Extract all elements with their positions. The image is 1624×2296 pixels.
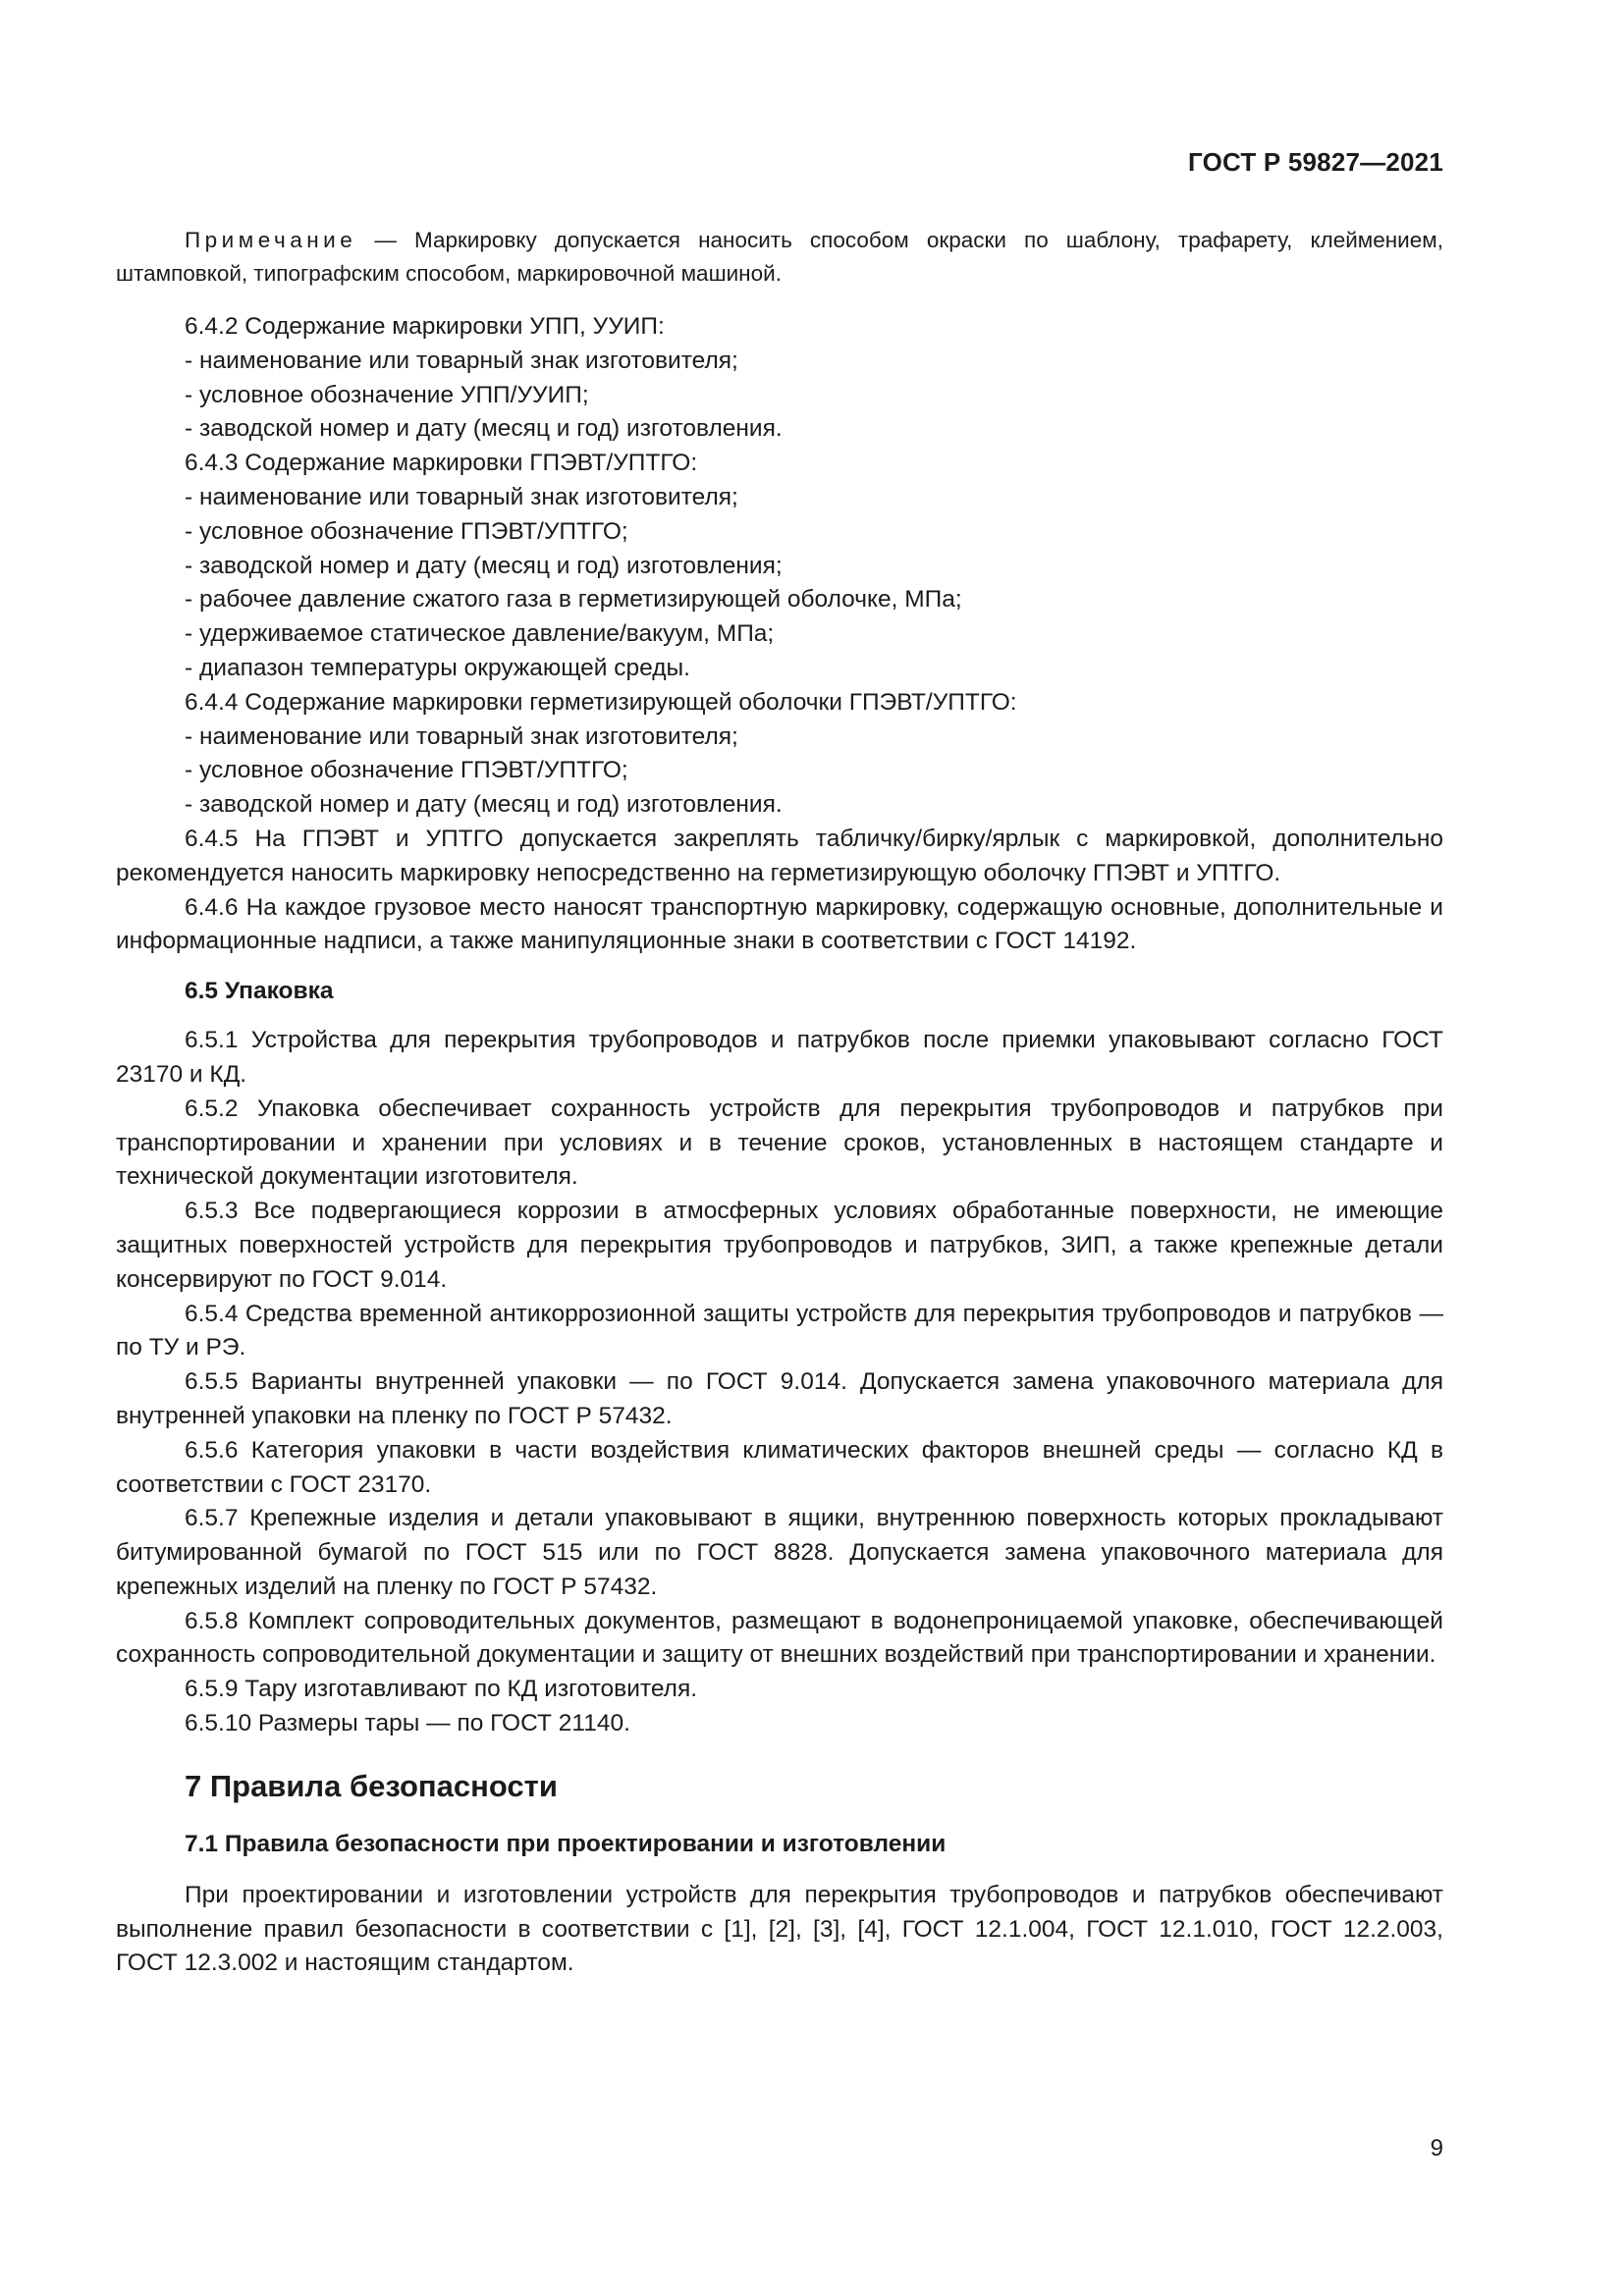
marking-paragraphs	[116, 310, 1443, 959]
list-item: - наименование или товарный знак изготовителя;	[185, 483, 738, 510]
page-content	[116, 224, 1443, 1981]
paragraph: 6.4.2 Содержание маркировки УПП, УУИП:	[185, 313, 665, 340]
list-item: - заводской номер и дату (месяц и год) изготовления;	[185, 552, 783, 579]
paragraph: 6.4.4 Содержание маркировки герметизирующей оболочки ГПЭВТ/УПТГО:	[185, 688, 1017, 716]
paragraph: 6.5.10 Размеры тары — по ГОСТ 21140.	[185, 1710, 630, 1737]
section-6-5-title: 6.5 Упаковка	[185, 978, 334, 1005]
list-item: - условное обозначение УПП/УУИП;	[185, 381, 589, 408]
paragraph: 6.5.7 Крепежные изделия и детали упаковывают в ящики, внутреннюю поверхность которых прокладывают битумированной бумагой по ГОСТ 515 или по ГОСТ 8828. Допускается замена упаковочного материала для крепежных изделий на пленку по ГОСТ Р 57432.	[116, 1505, 1443, 1600]
note-label: Примечание	[185, 228, 357, 252]
paragraph: 6.4.3 Содержание маркировки ГПЭВТ/УПТГО:	[185, 450, 698, 477]
chapter-7-title: 7 Правила безопасности	[185, 1768, 558, 1803]
paragraph: 6.5.2 Упаковка обеспечивает сохранность устройств для перекрытия трубопроводов и патрубков при транспортировании и хранении при условиях и в течение сроков, установленных в настоящем стандарте и технической документации изготовителя.	[116, 1095, 1443, 1191]
document-code: ГОСТ Р 59827—2021	[1188, 147, 1443, 177]
paragraph: 6.5.5 Варианты внутренней упаковки — по ГОСТ 9.014. Допускается замена упаковочного материала для внутренней упаковки на пленку по ГОСТ Р 57432.	[116, 1368, 1443, 1429]
paragraph: 6.5.8 Комплект сопроводительных документов, размещают в водонепроницаемой упаковке, обеспечивающей сохранность сопроводительной документации и защиту от внешних воздействий при транспортировании и хранении.	[116, 1607, 1443, 1669]
paragraph: 6.4.6 На каждое грузовое место наносят транспортную маркировку, содержащую основные, дополнительные и информационные надписи, а также манипуляционные знаки в соответствии с ГОСТ 14192.	[116, 893, 1443, 955]
paragraph: 6.5.9 Тару изготавливают по КД изготовителя.	[185, 1676, 698, 1703]
list-item: - наименование или товарный знак изготовителя;	[185, 347, 738, 374]
paragraph: 6.5.3 Все подвергающиеся коррозии в атмосферных условиях обработанные поверхности, не имеющие защитных поверхностей устройств для перекрытия трубопроводов и патрубков, ЗИП, а также крепежные детали консервируют по ГОСТ 9.014.	[116, 1198, 1443, 1293]
packaging-paragraphs	[116, 1024, 1443, 1741]
list-item: - наименование или товарный знак изготовителя;	[185, 722, 738, 750]
document-page	[116, 0, 1443, 2296]
note	[116, 224, 1443, 291]
list-item: - рабочее давление сжатого газа в герметизирующей оболочке, МПа;	[185, 586, 962, 614]
section-7-1-paragraph: При проектировании и изготовлении устройств для перекрытия трубопроводов и патрубков обеспечивают выполнение правил безопасности в соответствии с [1], [2], [3], [4], ГОСТ 12.1.004, ГОСТ 12.1.010, ГОСТ 12.2.003, ГОСТ 12.3.002 и настоящим стандартом.	[116, 1881, 1443, 1977]
list-item: - заводской номер и дату (месяц и год) изготовления.	[185, 415, 783, 443]
paragraph: 6.5.4 Средства временной антикоррозионной защиты устройств для перекрытия трубопроводов и патрубков — по ТУ и РЭ.	[116, 1300, 1443, 1362]
paragraph: 6.5.6 Категория упаковки в части воздействия климатических факторов внешней среды — согласно КД в соответствии с ГОСТ 23170.	[116, 1436, 1443, 1498]
note-text: — Маркировку допускается наносить способом окраски по шаблону, трафарету, клеймением, штамповкой, типографским способом, маркировочной машиной.	[116, 228, 1443, 286]
list-item: - диапазон температуры окружающей среды.	[185, 654, 690, 681]
paragraph: 6.4.5 На ГПЭВТ и УПТГО допускается закреплять табличку/бирку/ярлык с маркировкой, дополнительно рекомендуется наносить маркировку непосредственно на герметизирующую оболочку ГПЭВТ и УПТГО.	[116, 825, 1443, 886]
list-item: - заводской номер и дату (месяц и год) изготовления.	[185, 791, 783, 819]
list-item: - условное обозначение ГПЭВТ/УПТГО;	[185, 757, 628, 784]
list-item: - удерживаемое статическое давление/вакуум, МПа;	[185, 620, 775, 648]
page-number: 9	[1430, 2135, 1443, 2162]
section-7-1-title: 7.1 Правила безопасности при проектировании и изготовлении	[185, 1830, 947, 1857]
paragraph: 6.5.1 Устройства для перекрытия трубопроводов и патрубков после приемки упаковывают согласно ГОСТ 23170 и КД.	[116, 1027, 1443, 1088]
list-item: - условное обозначение ГПЭВТ/УПТГО;	[185, 517, 628, 545]
